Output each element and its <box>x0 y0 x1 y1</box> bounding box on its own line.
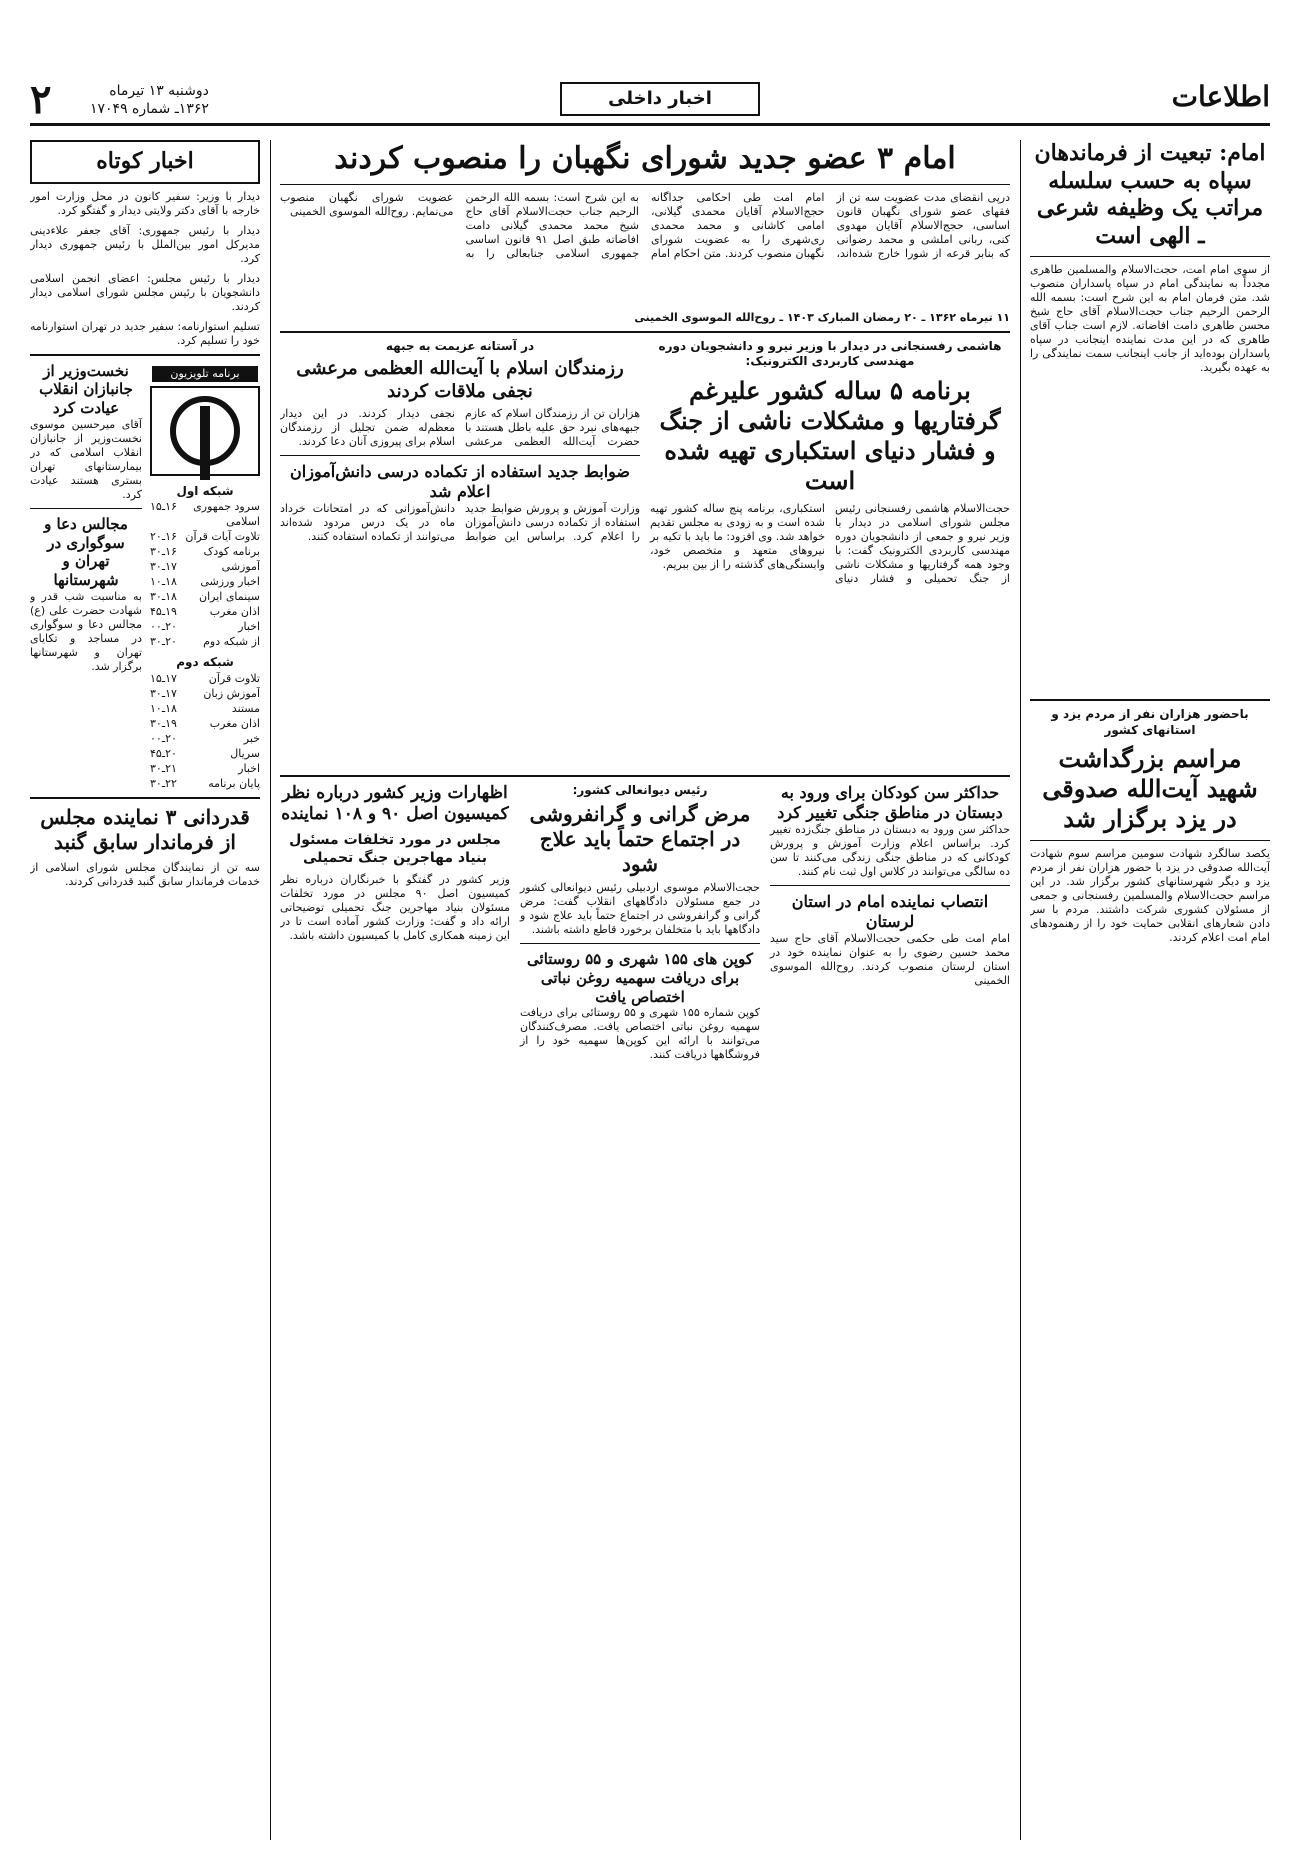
page-number: ۲ <box>30 76 52 123</box>
divider <box>1030 840 1270 841</box>
schedule-row <box>150 761 260 776</box>
schedule-title: آموزش زبان <box>203 686 260 700</box>
article-body: هزاران تن از رزمندگان اسلام که عازم جبهه‌های نبرد حق علیه باطل هستند با حضرت آیت‌الله العظمی مرعشی نجفی دیدار کردند. در این دیدار معظم‌له ضمن تجلیل از رزمندگان اسلام برای پیروزی آنان دعا کردند. <box>280 407 640 449</box>
schedule-row <box>150 619 260 634</box>
section-title: اخبار داخلی <box>560 82 760 116</box>
schedule-row <box>150 499 260 529</box>
schedule-row <box>150 529 260 544</box>
headline-yazd: مراسم بزرگداشت شهید آیت‌الله صدوقی در یزد برگزار شد <box>1042 744 1258 834</box>
schedule-title: اذان مغرب <box>209 605 260 619</box>
lower-block-right <box>770 783 1010 1703</box>
headline-guardian-council: امام ۳ عضو جدید شورای نگهبان را منصوب کردند <box>334 141 956 176</box>
schedule-time: ۱۹ـ۳۰ <box>150 716 177 730</box>
headline-five-year-plan: برنامه ۵ ساله کشور علیرغم گرفتاریها و مشکلات ناشی از جنگ و فشار دنیای استکباری تهیه شده است <box>659 375 1001 495</box>
tv-logo-icon <box>150 366 260 476</box>
schedule-time: ۱۸ـ۱۰ <box>150 575 177 589</box>
column-rule <box>270 140 271 1840</box>
article-body: یکصد سالگرد شهادت سومین مراسم سوم شهادت آیت‌الله صدوقی در یزد با حضور هزاران نفر از مردم یزد و دیگر شهرستانهای کشور برگزار شد. در این مراسم حجت‌الاسلام والمسلمین رفسنجانی و جمعی از مسئولان کشوری شرکت داشتند. مردم با سر دادن شعارهای انقلابی حمایت خود را از رهنمودهای امام امت اعلام کردند. <box>1030 847 1270 945</box>
schedule-time: ۲۰ـ۰۰ <box>150 620 177 634</box>
subheadline: بنیاد مهاجرین جنگ تحمیلی <box>302 850 488 867</box>
headline-mourning: مجالس دعا و سوگواری در تهران و شهرستانها <box>44 514 128 589</box>
schedule-row <box>150 701 260 716</box>
article-body: سه تن از نمایندگان مجلس شورای اسلامی از خدمات فرماندار سابق گنبد قدردانی کردند. <box>30 860 260 888</box>
lower-block-middle <box>520 783 760 1703</box>
divider <box>520 943 760 944</box>
schedule-time: ۱۶ـ۳۰ <box>150 545 177 559</box>
schedule-title: اذان مغرب <box>209 716 260 730</box>
schedule-title: از شبکه دوم <box>203 635 260 649</box>
article-body: وزارت آموزش و پرورش ضوابط جدید استفاده از تکماده درسی دانش‌آموزان را اعلام کرد. براساس این ضوابط دانش‌آموزانی که در امتحانات خرداد ماه در یک درس مردود شده‌اند می‌توانند از تکماده استفاده کنند. <box>280 502 640 544</box>
date-line-2: ۱۳۶۲ـ شماره ۱۷۰۴۹ <box>90 101 209 117</box>
lower-block-left <box>280 783 510 1703</box>
schedule-row <box>150 776 260 791</box>
divider <box>30 508 142 509</box>
schedule-title: تلاوت آیات قرآن <box>185 530 260 544</box>
kicker: هاشمی رفسنجانی در دیدار با وزیر نیرو و دانشجویان دوره مهندسی کاربردی الکترونیک: <box>658 338 1002 369</box>
schedule-title: اخبار <box>238 620 260 634</box>
schedule-time: ۲۰ـ۴۵ <box>150 746 177 760</box>
schedule-row <box>150 731 260 746</box>
channel-2-title: شبکه دوم <box>176 655 234 670</box>
schedule-title: برنامه کودک <box>203 545 260 559</box>
schedule-time: ۱۷ـ۱۵ <box>150 671 177 685</box>
schedule-row <box>150 544 260 559</box>
article-body: حداکثر سن ورود به دبستان در مناطق جنگ‌زده تغییر کرد. براساس اعلام وزارت آموزش و پرورش کودکانی که در مناطق جنگی زندگی می‌کنند تا سن ده سالگی می‌توانند در کلاس اول ثبت نام کنند. <box>770 822 1010 878</box>
schedule-title: سینمای ایران <box>199 590 260 604</box>
schedule-time: ۲۲ـ۳۰ <box>150 776 177 790</box>
schedule-title: اخبار ورزشی <box>200 575 260 589</box>
newspaper-page <box>30 60 1270 1840</box>
subheadline: مجلس در مورد تخلفات مسئول <box>289 832 501 848</box>
divider <box>280 184 1010 185</box>
headline-imam-sepah: امام: تبعیت از فرماندهان سپاه به حسب سلسله مراتب یک وظیفه شرعی ـ الهی است <box>1034 140 1266 249</box>
row-rafsanjani <box>280 339 1010 769</box>
schedule-title: اخبار <box>238 761 260 775</box>
short-news-item: دیدار با وزیر: سفیر کانون در محل وزارت امور خارجه با آقای دکتر ولایتی دیدار و گفتگو کرد. <box>30 189 260 217</box>
schedule-row <box>150 559 260 574</box>
schedule-title: سرود جمهوری اسلامی <box>193 500 260 529</box>
headline-marashi: رزمندگان اسلام با آیت‌الله العظمی مرعشی نجفی ملاقات کردند <box>296 358 624 402</box>
schedule-list <box>150 671 260 791</box>
divider <box>1030 256 1270 257</box>
article-body: درپی انقضای مدت عضویت سه تن از فقهای عضو شورای نگهبان قانون اساسی، حجج‌الاسلام آقایان مهدوی کنی، ربانی املشی و محمد رضوانی که بنابر قرعه از شورا خارج شده‌اند، امام امت طی احکامی جداگانه حجج‌الاسلام آقایان محمدی گیلانی، امامی کاشانی و محمد محمدی ری‌شهری را به عضویت شورای نگهبان منصوب کردند. متن احکام امام به این شرح است: بسمه الله الرحمن الرحیم جناب حجت‌الاسلام آقای حاج شیخ محمد محمدی گیلانی دامت افاضاته طبق اصل ۹۱ قانون اساسی جمهوری اسلامی جنابعالی را به عضویت شورای نگهبان منصوب می‌نمایم. روح‌الله الموسوی الخمینی <box>280 190 1010 260</box>
schedule-time: ۱۸ـ۱۰ <box>150 701 177 715</box>
schedule-title: تلاوت قرآن <box>208 671 260 685</box>
kicker: رئیس دیوانعالی کشور: <box>572 782 708 797</box>
headline-interior-minister: اظهارات وزیر کشور درباره نظر کمیسیون اصل ۹۰ و ۱۰۸ نماینده <box>281 782 509 824</box>
tv-and-news-row <box>30 362 260 791</box>
kicker: باحضور هزاران نفر از مردم یزد و استانهای کشور <box>1051 707 1249 737</box>
issue-date <box>90 82 209 118</box>
tv-schedule <box>150 362 260 791</box>
schedule-list <box>150 499 260 649</box>
schedule-row <box>150 604 260 619</box>
row-lower <box>280 783 1010 1703</box>
schedule-title: پایان برنامه <box>208 776 260 790</box>
schedule-row <box>150 634 260 649</box>
article-body: وزیر کشور در گفتگو با خبرنگاران درباره نظر کمیسیون اصل ۹۰ مجلس در مورد تخلفات مسئولان بنیاد مهاجرین جنگ تحمیلی توضیحاتی ارائه داد و گفت: وزارت کشور آماده است تا در این زمینه همکاری کامل با کمیسیون داشته باشد. <box>280 873 511 943</box>
headline-lorestan: انتصاب نماینده امام در استان لرستان <box>791 891 989 931</box>
article-body: از سوی امام امت، حجت‌الاسلام والمسلمین طاهری مجدداً به نمایندگی امام در سپاه پاسداران منصوب شد. متن فرمان امام به این شرح است: بسمه الله الرحمن الرحیم جناب حجت‌الاسلام آقای حاج شیخ محسن طاهری دامت افاضاته. لازم است جناب آقای طاهری که در این مدت نماینده اینجانب در سپاه پاسداران بوده‌اید از جانب اینجانب سمت نمایندگی را به عهده بگیرید. <box>1030 263 1270 374</box>
divider <box>280 331 1010 333</box>
short-news-item: دیدار با رئیس جمهوری: آقای جعفر علاء‌دینی مدیرکل امور بین‌الملل با رئیس جمهوری دیدار کرد. <box>30 223 260 265</box>
article-body: حجت‌الاسلام موسوی اردبیلی رئیس دیوانعالی کشور در جمع مسئولان دادگاههای انقلاب گفت: مرض گرانی و گرانفروشی در اجتماع حتماً باید علاج شود و دادگاهها باید با متخلفان برخورد قاطع داشته باشند. <box>520 881 760 937</box>
schedule-time: ۱۹ـ۴۵ <box>150 605 177 619</box>
article-body: حجت‌الاسلام هاشمی رفسنجانی رئیس مجلس شورای اسلامی در دیدار با وزیر نیرو و جمعی از دانشجویان دوره مهندسی کاربردی الکترونیک گفت: با وجود همه گرفتاریها و مشکلات ناشی از جنگ تحمیلی و فشار دنیای استکباری، برنامه پنج ساله کشور تهیه شده است و به زودی به مجلس تقدیم خواهد شد. وی افزود: ما باید با تکیه بر نیروهای متعهد و متخصص خود، وابستگی‌های گذشته را از بین ببریم. <box>650 501 1010 585</box>
schedule-title: مستند <box>231 701 260 715</box>
short-news-item: دیدار با رئیس مجلس: اعضای انجمن اسلامی دانشجویان با رئیس مجلس شورای اسلامی دیدار کردند. <box>30 271 260 313</box>
short-news-box <box>30 140 260 184</box>
schedule-time: ۲۰ـ۳۰ <box>150 635 177 649</box>
side-news <box>30 362 142 791</box>
article-body: امام امت طی حکمی حجت‌الاسلام آقای حاج سید محمد حسین رضوی را به عنوان نماینده خود در استان لرستان منصوب کردند. روح‌الله الموسوی الخمینی <box>770 931 1010 987</box>
short-news-title: اخبار کوتاه <box>96 148 194 174</box>
schedule-time: ۲۰ـ۰۰ <box>150 731 177 745</box>
headline-school-age: حداکثر سن کودکان برای ورود به دبستان در مناطق جنگی تغییر کرد <box>777 782 1003 822</box>
headline-gonbad: قدردانی ۳ نماینده مجلس از فرماندار سابق گنبد <box>40 804 250 854</box>
divider <box>280 775 1010 777</box>
channel-1-title: شبکه اول <box>176 483 234 498</box>
schedule-time: ۱۶ـ۱۵ <box>150 500 177 514</box>
schedule-time: ۱۷ـ۳۰ <box>150 560 177 574</box>
headline-coupons: کوپن های ۱۵۵ شهری و ۵۵ روستائی برای دریافت سهمیه روغن نباتی اختصاص یافت <box>527 950 753 1006</box>
rafsanjani-block <box>650 339 1010 769</box>
date-line-1: دوشنبه ۱۳ تیرماه <box>109 83 209 99</box>
article-body: کوپن شماره ۱۵۵ شهری و ۵۵ روستائی برای دریافت سهمیه روغن نباتی اختصاص یافت. مصرف‌کنندگان می‌توانند با ارائه این کوپن‌ها سهمیه خود را از فروشگاهها دریافت کنند. <box>520 1006 760 1062</box>
schedule-time: ۱۶ـ۲۰ <box>150 530 177 544</box>
schedule-row <box>150 589 260 604</box>
column-left <box>30 140 260 1840</box>
schedule-row <box>150 686 260 701</box>
schedule-title: خبر <box>243 731 260 745</box>
divider <box>30 354 260 356</box>
short-news-item: تسلیم استوارنامه: سفیر جدید در تهران استوارنامه خود را تسلیم کرد. <box>30 319 260 347</box>
schedule-row <box>150 574 260 589</box>
masthead <box>30 76 1270 126</box>
schedule-title: آموزشی <box>221 560 260 574</box>
emblem-stem <box>200 406 210 480</box>
tv-header: برنامه تلویزیون <box>152 366 258 382</box>
schedule-time: ۲۱ـ۳۰ <box>150 761 177 775</box>
divider <box>770 885 1010 886</box>
divider <box>1030 699 1270 701</box>
article-body: به مناسبت شب قدر و شهادت حضرت علی (ع) مجالس دعا و سوگواری در مساجد و تکایای تهران و شهرستانها برگزار شد. <box>30 589 142 673</box>
schedule-title: سریال <box>230 746 260 760</box>
headline-price: مرض گرانی و گرانفروشی در اجتماع حتماً باید علاج شود <box>529 802 751 877</box>
marashi-block <box>280 339 640 769</box>
newspaper-logo: اطلاعات <box>1171 80 1270 113</box>
kicker: در آستانه عزیمت به جبهه <box>385 338 535 353</box>
divider <box>280 455 640 456</box>
article-body: آقای میرحسین موسوی نخست‌وزیر از جانبازان انقلاب اسلامی که در بیمارستانهای تهران بستری هستند عیادت کرد. <box>30 417 142 501</box>
headline-pm-visit: نخست‌وزیر از جانبازان انقلاب عیادت کرد <box>39 361 133 417</box>
divider <box>30 797 260 799</box>
column-rule <box>1020 140 1021 1840</box>
article-date: ۱۱ تیرماه ۱۳۶۲ ـ ۲۰ رمضان المبارک ۱۴۰۳ ـ روح‌الله الموسوی الخمینی <box>634 310 1010 324</box>
schedule-row <box>150 671 260 686</box>
column-middle <box>280 140 1010 1840</box>
schedule-time: ۱۷ـ۳۰ <box>150 686 177 700</box>
schedule-row <box>150 746 260 761</box>
schedule-row <box>150 716 260 731</box>
headline-tech-subject: ضوابط جدید استفاده از تکماده درسی دانش‌آموزان اعلام شد <box>290 462 630 502</box>
schedule-time: ۱۸ـ۳۰ <box>150 590 177 604</box>
column-right <box>1030 140 1270 1840</box>
